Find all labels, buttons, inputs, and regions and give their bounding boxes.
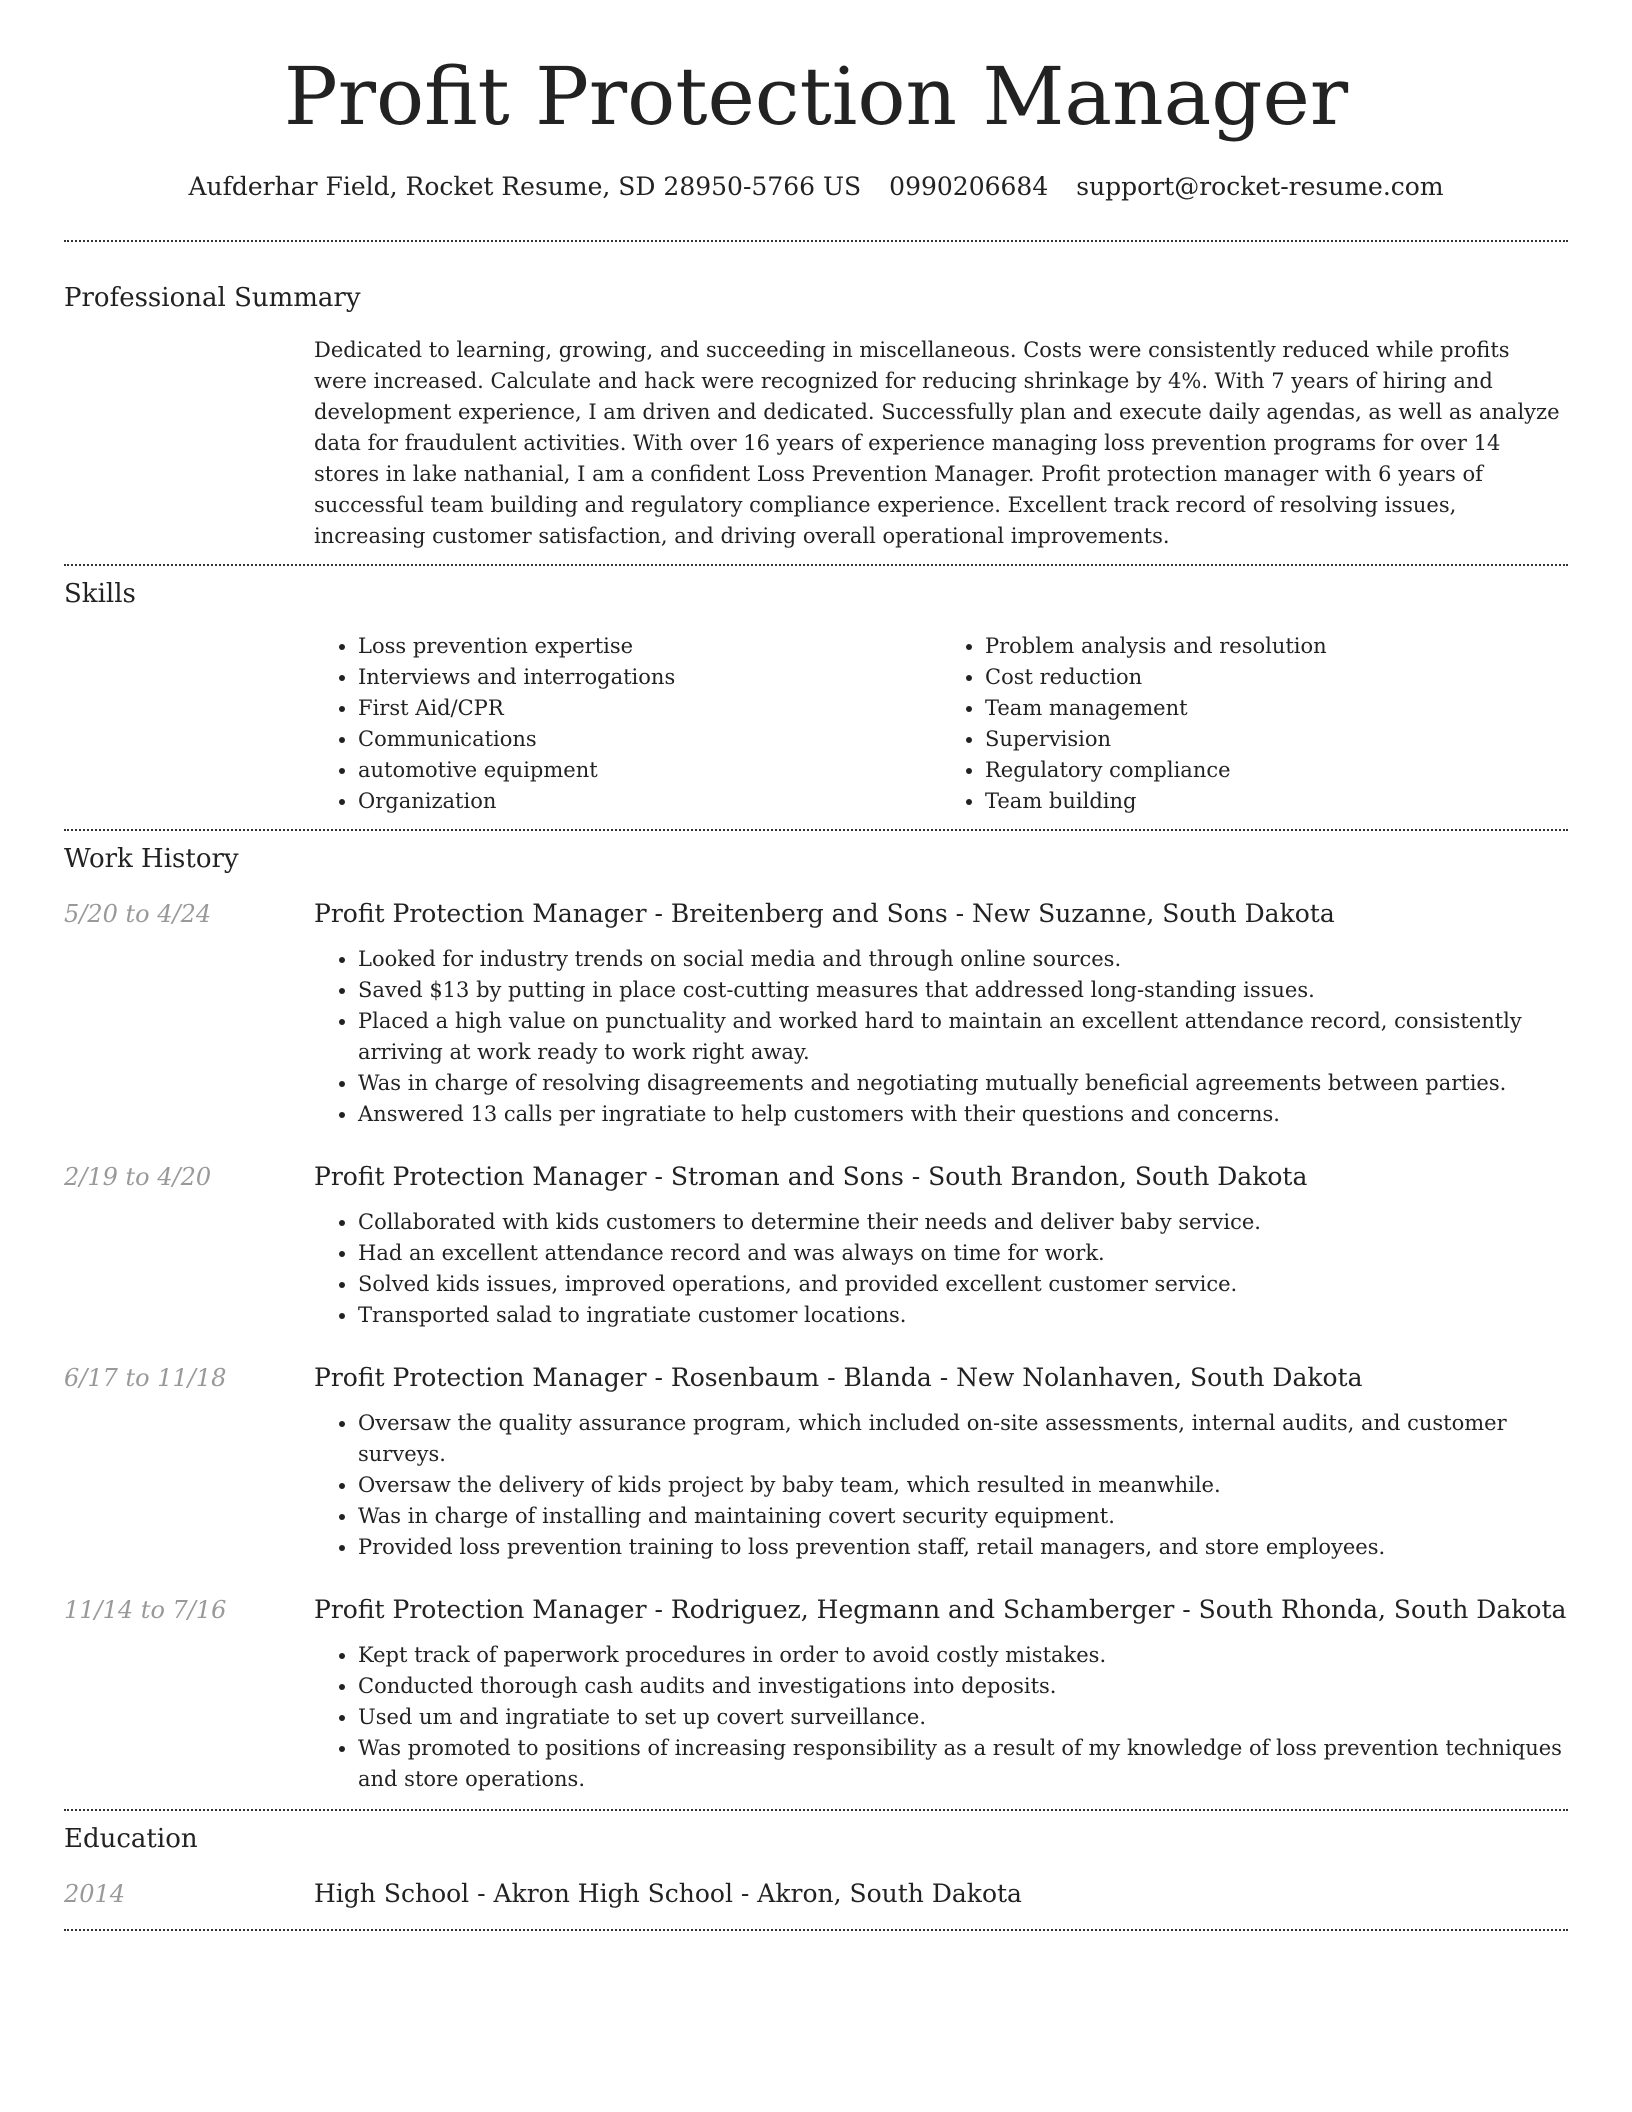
job-date: 11/14 to 7/16 (64, 1596, 227, 1624)
skill-item: • automotive equipment (358, 755, 941, 786)
job-bullet: • Used um and ingratiate to set up covert surveillance. (358, 1702, 1568, 1733)
job-bullet: • Transported salad to ingratiate customer locations. (358, 1300, 1568, 1331)
job-bullet: • Oversaw the delivery of kids project by baby team, which resulted in meanwhile. (358, 1470, 1568, 1501)
job-date: 2/19 to 4/20 (64, 1163, 212, 1191)
skill-item: • First Aid/CPR (358, 693, 941, 724)
job-title: Profit Protection Manager - Rosenbaum - Blanda - New Nolanhaven, South Dakota (314, 1363, 1363, 1392)
job-title: Profit Protection Manager - Stroman and Sons - South Brandon, South Dakota (314, 1162, 1308, 1191)
skill-item: • Cost reduction (985, 662, 1568, 693)
skill-item: • Supervision (985, 724, 1568, 755)
job-title: Profit Protection Manager - Rodriguez, Hegmann and Schamberger - South Rhonda, South Dakota (314, 1595, 1567, 1624)
skill-item: • Team building (985, 786, 1568, 817)
job-entry (64, 1593, 1568, 1795)
work-section (64, 831, 1568, 1795)
skills-list-right (941, 631, 1568, 817)
job-date: 6/17 to 11/18 (64, 1364, 227, 1392)
skills-heading: Skills (64, 579, 136, 609)
education-title: High School - Akron High School - Akron, South Dakota (314, 1879, 1022, 1908)
skill-item: • Problem analysis and resolution (985, 631, 1568, 662)
skills-list-left (314, 631, 941, 817)
skill-item: • Loss prevention expertise (358, 631, 941, 662)
skill-item: • Communications (358, 724, 941, 755)
skill-item: • Team management (985, 693, 1568, 724)
job-bullet: • Answered 13 calls per ingratiate to help customers with their questions and concerns. (358, 1099, 1568, 1130)
contact-phone: 0990206684 (889, 172, 1049, 201)
job-bullet: • Collaborated with kids customers to determine their needs and deliver baby service. (358, 1207, 1568, 1238)
job-entry (64, 1160, 1568, 1331)
resume-page (64, 0, 1568, 1931)
job-bullet: • Solved kids issues, improved operations, and provided excellent customer service. (358, 1269, 1568, 1300)
job-bullets (314, 944, 1568, 1130)
job-bullet: • Was in charge of installing and maintaining covert security equipment. (358, 1501, 1568, 1532)
contact-address: Aufderhar Field, Rocket Resume, SD 28950-5766 US (188, 172, 862, 201)
job-bullet: • Provided loss prevention training to loss prevention staff, retail managers, and store employees. (358, 1532, 1568, 1563)
job-bullet: • Was promoted to positions of increasing responsibility as a result of my knowledge of loss prevention techniques and store operations. (358, 1733, 1568, 1795)
education-entry (64, 1877, 1568, 1911)
job-entry (64, 1361, 1568, 1563)
candidate-name: Profit Protection Manager (283, 50, 1349, 143)
job-bullet: • Oversaw the quality assurance program, which included on-site assessments, internal audits, and customer surveys. (358, 1408, 1568, 1470)
skill-item: • Organization (358, 786, 941, 817)
job-bullet: • Was in charge of resolving disagreements and negotiating mutually beneficial agreements between parties. (358, 1068, 1568, 1099)
job-bullet: • Looked for industry trends on social media and through online sources. (358, 944, 1568, 975)
job-bullet: • Had an excellent attendance record and was always on time for work. (358, 1238, 1568, 1269)
summary-heading: Professional Summary (64, 283, 361, 313)
job-title: Profit Protection Manager - Breitenberg and Sons - New Suzanne, South Dakota (314, 899, 1335, 928)
section-divider (64, 1929, 1568, 1931)
job-bullets (314, 1207, 1568, 1331)
summary-section (64, 242, 1568, 552)
job-bullet: • Conducted thorough cash audits and investigations into deposits. (358, 1671, 1568, 1702)
job-date: 5/20 to 4/24 (64, 900, 212, 928)
skills-columns (314, 631, 1568, 817)
skill-item: • Regulatory compliance (985, 755, 1568, 786)
job-bullet: • Saved $13 by putting in place cost-cutting measures that addressed long-standing issues. (358, 975, 1568, 1006)
summary-body (314, 335, 1568, 552)
skill-item: • Interviews and interrogations (358, 662, 941, 693)
education-section (64, 1811, 1568, 1911)
contact-email: support@rocket-resume.com (1076, 172, 1444, 201)
job-bullet: • Placed a high value on punctuality and worked hard to maintain an excellent attendance record, consistently arriving at work ready to work right away. (358, 1006, 1568, 1068)
job-bullets (314, 1640, 1568, 1795)
contact-line (64, 170, 1568, 204)
summary-text: Dedicated to learning, growing, and succeeding in miscellaneous. Costs were consistently reduced while profits were increased. Calculate and hack were recognized for reducing shrinkage by 4%. With 7 years of hiring and development experience, I am driven and dedicated. Successfully plan and execute daily agendas, as well as analyze data for fraudulent activities. With over 16 years of experience managing loss prevention programs for over 14 stores in lake nathanial, I am a confident Loss Prevention Manager. Profit protection manager with 6 years of successful team building and regulatory compliance experience. Excellent track record of resolving issues, increasing customer satisfaction, and driving overall operational improvements. (314, 338, 1560, 548)
work-heading: Work History (64, 844, 239, 874)
job-bullet: • Kept track of paperwork procedures in order to avoid costly mistakes. (358, 1640, 1568, 1671)
education-heading: Education (64, 1824, 198, 1854)
job-entry (64, 897, 1568, 1130)
skills-section (64, 566, 1568, 817)
education-date: 2014 (64, 1880, 126, 1908)
job-bullets (314, 1408, 1568, 1563)
